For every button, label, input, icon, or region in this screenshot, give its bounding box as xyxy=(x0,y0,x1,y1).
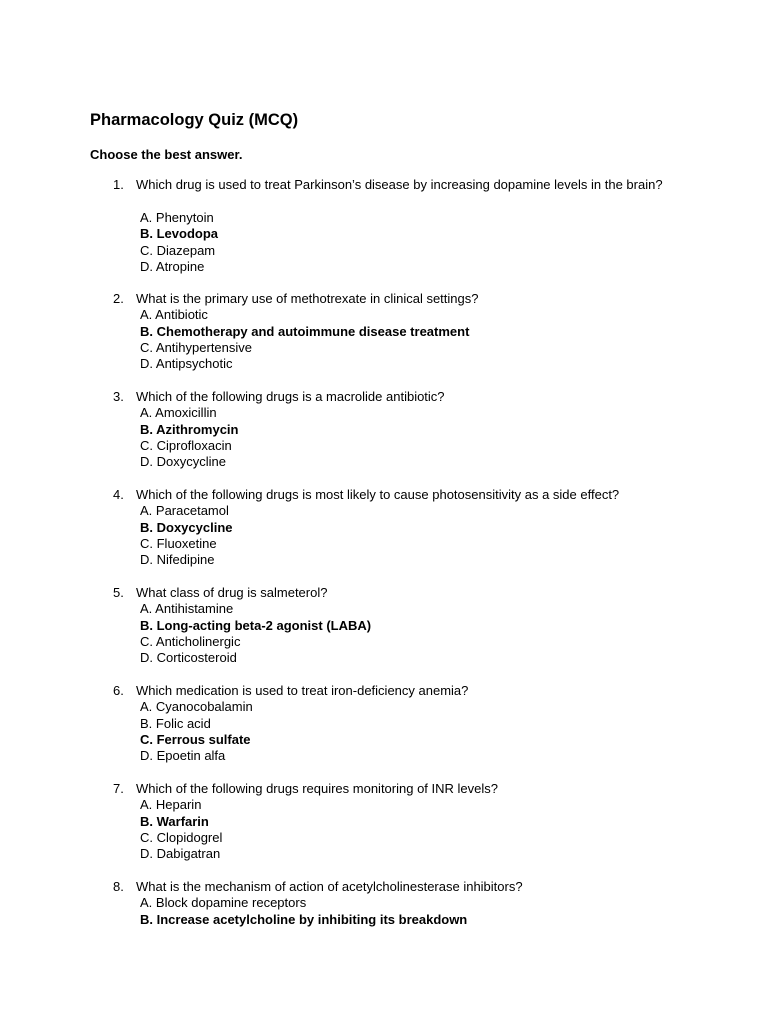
answer-option: D. Epoetin alfa xyxy=(140,748,226,764)
answer-option: C. Antihypertensive xyxy=(140,339,253,355)
answer-options xyxy=(140,699,253,764)
question-text: What is the primary use of methotrexate in clinical settings? xyxy=(136,291,479,306)
answer-options xyxy=(140,210,218,275)
answer-option: C. Diazepam xyxy=(140,242,216,258)
question-number: 4. xyxy=(113,487,124,502)
answer-option: A. Antihistamine xyxy=(140,601,234,617)
answer-options xyxy=(140,307,469,372)
question-item xyxy=(0,781,768,879)
question-item xyxy=(0,389,768,487)
question-number: 7. xyxy=(113,781,124,796)
question-list xyxy=(0,177,768,929)
answer-option: D. Nifedipine xyxy=(140,552,215,568)
question-item xyxy=(0,879,768,929)
question-text: What class of drug is salmeterol? xyxy=(136,585,328,600)
answer-option: D. Antipsychotic xyxy=(140,356,233,372)
answer-option: A. Phenytoin xyxy=(140,210,214,225)
question-text: What is the mechanism of action of acetylcholinesterase inhibitors? xyxy=(136,879,523,894)
answer-options xyxy=(140,405,238,470)
quiz-instruction: Choose the best answer. xyxy=(90,147,243,162)
answer-option: A. Cyanocobalamin xyxy=(140,699,253,715)
question-text: Which of the following drugs requires monitoring of INR levels? xyxy=(136,781,499,796)
question-number: 5. xyxy=(113,585,124,600)
question-number: 3. xyxy=(113,389,124,404)
correct-answer-option: B. Doxycycline xyxy=(140,519,233,535)
question-text: Which of the following drugs is a macrolide antibiotic? xyxy=(136,389,445,404)
answer-option: B. Folic acid xyxy=(140,715,211,731)
question-item xyxy=(0,291,768,389)
question-item xyxy=(0,683,768,781)
answer-options xyxy=(140,797,222,862)
answer-option: C. Anticholinergic xyxy=(140,633,241,649)
question-item xyxy=(0,177,768,291)
answer-option: D. Doxycycline xyxy=(140,454,226,470)
correct-answer-option: B. Warfarin xyxy=(140,813,209,829)
answer-option: D. Atropine xyxy=(140,258,205,274)
correct-answer-option: B. Levodopa xyxy=(140,226,219,242)
answer-option: C. Ciprofloxacin xyxy=(140,437,232,453)
question-number: 1. xyxy=(113,177,124,192)
answer-option: A. Paracetamol xyxy=(140,503,229,519)
answer-option: A. Amoxicillin xyxy=(140,405,217,421)
answer-options xyxy=(140,503,233,568)
correct-answer-option: B. Long-acting beta-2 agonist (LABA) xyxy=(140,617,372,633)
answer-option: D. Dabigatran xyxy=(140,846,221,862)
question-number: 6. xyxy=(113,683,124,698)
correct-answer-option: C. Ferrous sulfate xyxy=(140,731,251,747)
correct-answer-option: B. Increase acetylcholine by inhibiting its breakdown xyxy=(140,911,468,927)
answer-option: C. Clopidogrel xyxy=(140,829,223,845)
question-text: Which medication is used to treat iron-deficiency anemia? xyxy=(136,683,469,698)
answer-option: A. Block dopamine receptors xyxy=(140,895,307,911)
quiz-title: Pharmacology Quiz (MCQ) xyxy=(90,111,299,129)
question-text: Which drug is used to treat Parkinson’s disease by increasing dopamine levels in the brain? xyxy=(136,177,663,192)
answer-option: A. Antibiotic xyxy=(140,307,208,323)
answer-options xyxy=(140,601,371,666)
answer-option: D. Corticosteroid xyxy=(140,650,237,666)
answer-option: C. Fluoxetine xyxy=(140,535,217,551)
answer-option: A. Heparin xyxy=(140,797,202,813)
question-number: 8. xyxy=(113,879,124,894)
question-item xyxy=(0,487,768,585)
question-item xyxy=(0,585,768,683)
correct-answer-option: B. Azithromycin xyxy=(140,421,239,437)
question-number: 2. xyxy=(113,291,124,306)
correct-answer-option: B. Chemotherapy and autoimmune disease treatment xyxy=(140,323,470,339)
question-text: Which of the following drugs is most likely to cause photosensitivity as a side effect? xyxy=(136,487,620,502)
answer-options xyxy=(140,895,467,928)
